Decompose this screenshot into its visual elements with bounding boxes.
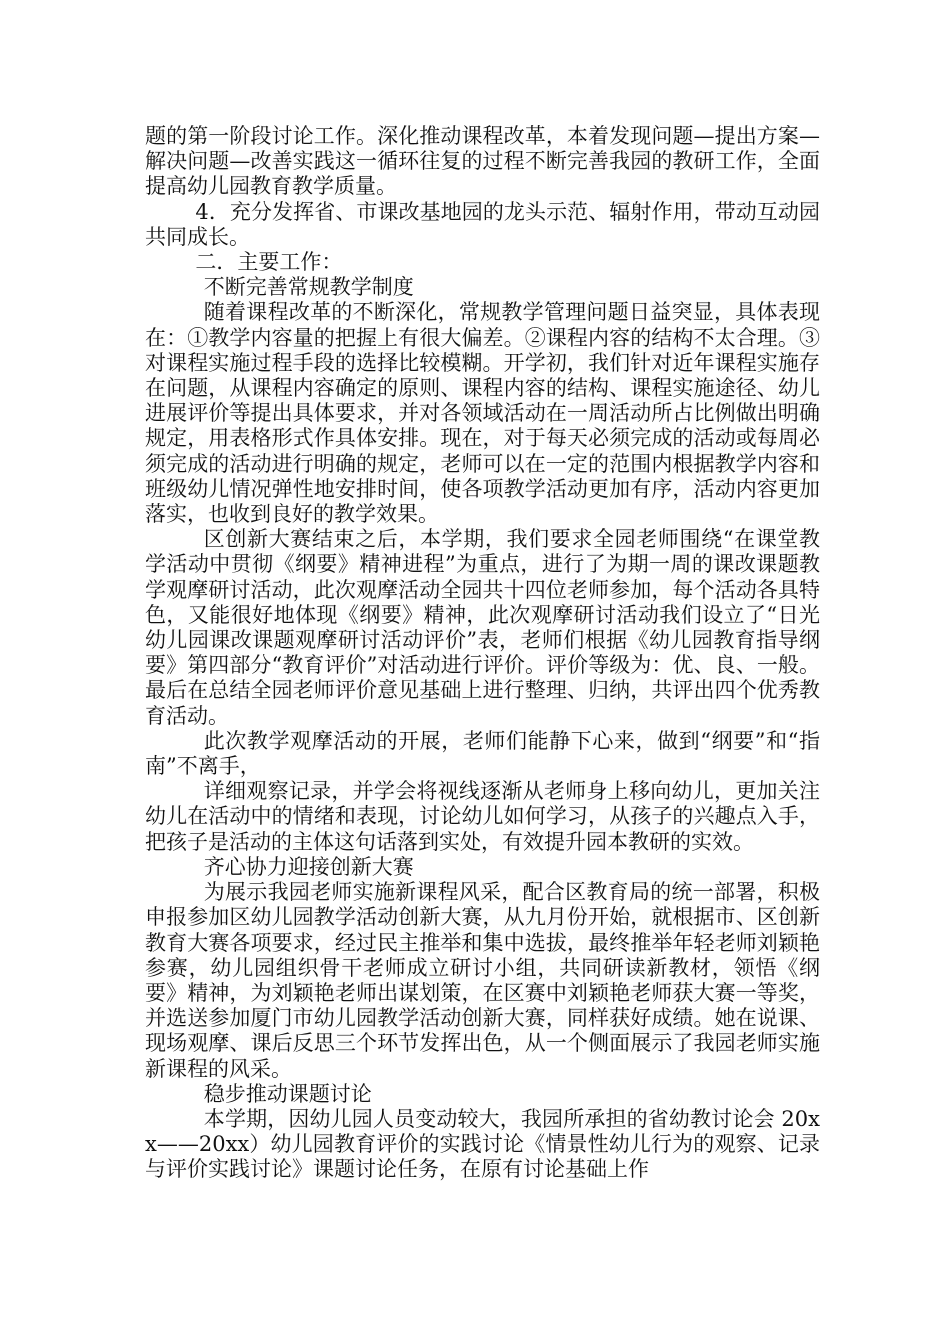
paragraph-observation-result: 此次教学观摩活动的开展，老师们能静下心来，做到“纲要”和“指南”不离手， <box>145 728 820 779</box>
document-body <box>145 124 820 1183</box>
paragraph-routine-teaching: 随着课程改革的不断深化，常规教学管理问题日益突显，具体表现在：①教学内容量的把握上有很大偏差。②课程内容的结构不太合理。③对课程实施过程手段的选择比较模糊。开学初，我们针对近年课程实施存在问题，从课程内容确定的原则、课程内容的结构、课程实施途径、幼儿进展评价等提出具体要求，并对各领域活动在一周活动所占比例做出明确规定，用表格形式作具体安排。现在，对于每天必须完成的活动或每周必须完成的活动进行明确的规定，老师可以在一定的范围内根据教学内容和班级幼儿情况弹性地安排时间，使各项教学活动更加有序，活动内容更加落实，也收到良好的教学效果。 <box>145 300 820 527</box>
paragraph-observation-detail: 详细观察记录，并学会将视线逐渐从老师身上移向幼儿，更加关注幼儿在活动中的情绪和表现，讨论幼儿如何学习，从孩子的兴趣点入手，把孩子是活动的主体这句话落到实处，有效提升园本教研的实效。 <box>145 779 820 854</box>
paragraph-observation-activity: 区创新大赛结束之后，本学期，我们要求全园老师围绕“在课堂教学活动中贯彻《纲要》精神进程”为重点，进行了为期一周的课改课题教学观摩研讨活动，此次观摩活动全园共十四位老师参加，每个活动各具特色，又能很好地体现《纲要》精神，此次观摩研讨活动我们设立了“日光幼儿园课改课题观摩研讨活动评价”表，老师们根据《幼儿园教育指导纲要》第四部分“教育评价”对活动进行评价。评价等级为：优、良、一般。最后在总结全园老师评价意见基础上进行整理、归纳，共评出四个优秀教育活动。 <box>145 527 820 728</box>
subheading-research-topic: 稳步推动课题讨论 <box>203 1081 372 1106</box>
paragraph-innovation-contest: 为展示我园老师实施新课程风采，配合区教育局的统一部署，积极申报参加区幼儿园教学活动创新大赛，从九月份开始，就根据市、区创新教育大赛各项要求，经过民主推举和集中选拔，最终推举年轻老师刘颖艳参赛，幼儿园组织骨干老师成立研讨小组，共同研读新教材，领悟《纲要》精神，为刘颖艳老师出谋划策，在区赛中刘颖艳老师获大赛一等奖，并选送参加厦门市幼儿园教学活动创新大赛，同样获好成绩。她在说课、现场观摩、课后反思三个环节发挥出色，从一个侧面展示了我园老师实施新课程的风采。 <box>145 880 820 1081</box>
paragraph-research-topic: 本学期，因幼儿园人员变动较大，我园所承担的省幼教讨论会 20xx——20xx）幼儿园教育评价的实践讨论《情景性幼儿行为的观察、记录与评价实践讨论》课题讨论任务，在原有讨论基础上作 <box>145 1106 820 1182</box>
paragraph-item-4: 4．充分发挥省、市课改基地园的龙头示范、辐射作用，带动互动园共同成长。 <box>145 199 820 249</box>
subheading-innovation-contest: 齐心协力迎接创新大赛 <box>203 854 414 879</box>
subheading-routine-teaching: 不断完善常规教学制度 <box>203 275 414 300</box>
paragraph-continuation: 题的第一阶段讨论工作。深化推动课程改革，本着发现问题—提出方案—解决问题—改善实践这一循环往复的过程不断完善我园的教研工作，全面提高幼儿园教育教学质量。 <box>145 124 820 199</box>
section-heading-main-work: 二．主要工作： <box>195 250 343 275</box>
